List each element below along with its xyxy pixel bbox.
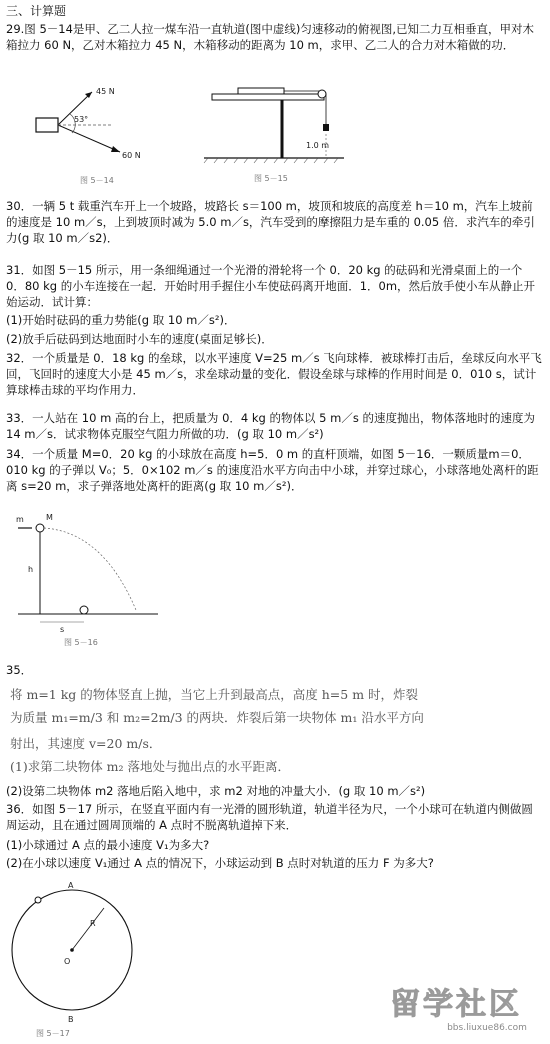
force-45n-label: 45 N xyxy=(96,87,115,96)
figure-5-16-caption: 图 5－16 xyxy=(64,638,98,647)
question-31: 31．如图 5－15 所示，用一条细绳通过一个光滑的滑轮将一个 0．20 kg 的砝码和光滑桌面上的一个 0．80 kg 的小车连接在一起．开始时用手握住小车使砝码离开地面．1．0m，然后放手使小车从静止开始运动．试计算： xyxy=(6,263,536,309)
question-34: 34．一个质量 M=0．20 kg 的小球放在高度 h=5．0 m 的直杆顶端，如图 5－16．一颗质量m＝0．010 kg 的子弹以 V₀；5．0×102 m／s 的速度沿水平方向击中小球，并穿过球心，小球落地处离杆的距离 s=20 m，求子弹落地处离杆的距离(g 取 10 m／s²)． xyxy=(6,447,539,493)
question-29: 29.图 5－14是甲、乙二人拉一煤车沿一直轨道(图中虚线)匀速移动的俯视图,已知二力互相垂直，甲对木箱拉力 60 N，乙对木箱拉力 45 N，木箱移动的距离为 10 m，求甲、乙二人的合力对木箱做的功． xyxy=(6,22,535,52)
figure-5-16 xyxy=(8,510,168,650)
crate-shape xyxy=(36,118,58,132)
force-60n-arrow xyxy=(58,125,120,152)
figure-5-14 xyxy=(20,80,160,190)
watermark-logo xyxy=(369,982,544,1034)
question-35-part-2: (2)设第二块物体 m2 落地后陷入地中，求 m2 对地的冲量大小．(g 取 10 m／s²) xyxy=(6,784,426,798)
question-36-part-2: (2)在小球以速度 V₁通过 A 点的情况下，小球运动到 B 点时对轨道的压力 F 为多大? xyxy=(6,856,434,870)
section-title: 三、计算题 xyxy=(6,4,67,18)
bullet-mass-label: m xyxy=(16,515,24,524)
watermark-url: bbs.liuxue86.com xyxy=(447,1023,527,1033)
center-point xyxy=(70,948,74,952)
question-32: 32．一个质量是 0．18 kg 的垒球，以水平速度 V=25 m／s 飞向球棒．被球棒打击后，垒球反向水平飞回，飞回时的速度大小是 45 m／s，求垒球动量的变化．假设垒球与球棒的作用时间是 0．010 s，试计算球棒击球的平均作用力． xyxy=(6,351,542,397)
weight-shape xyxy=(323,124,329,131)
question-31-part-1: (1)开始时砝码的重力势能(g 取 10 m／s²)． xyxy=(6,313,236,327)
question-30: 30．一辆 5 t 载重汽车开上一个坡路，坡路长 s＝100 m，坡顶和坡底的高度差 h＝10 m，汽车上坡前的速度是 10 m／s，上到坡顶时减为 5.0 m／s，汽车受到的摩擦阻力是车重的 0.05 倍．求汽车的牵引力(g 取 10 m／s2)． xyxy=(6,199,535,245)
height-label: 1.0 m xyxy=(306,141,330,150)
ball-mass-label: M xyxy=(46,513,53,522)
question-36-part-1: (1)小球通过 A 点的最小速度 V₁为多大? xyxy=(6,838,210,852)
question-36: 36．如图 5－17 所示，在竖直平面内有一光滑的圆形轨道，轨道半径为尺，一个小球可在轨道内侧做圆周运动，且在通过圆周顶端的 A 点时不脱离轨道掉下来． xyxy=(6,802,533,832)
landed-ball-shape xyxy=(80,606,88,614)
point-a-label: A xyxy=(68,882,74,890)
question-35-number: 35． xyxy=(6,663,33,677)
figure-5-17 xyxy=(6,882,176,1042)
figure-5-17-caption: 图 5－17 xyxy=(36,1029,70,1038)
question-35-line-2: 为质量 m₁=m/3 和 m₂=2m/3 的两块．炸裂后第一块物体 m₁ 沿水平方向 xyxy=(10,710,424,725)
small-ball-shape xyxy=(35,897,41,903)
radius-r-label: R xyxy=(90,919,96,928)
trajectory-curve xyxy=(44,528,136,610)
point-b-label: B xyxy=(68,1015,74,1024)
question-35-line-4: (1)求第二块物体 m₂ 落地处与抛出点的水平距离． xyxy=(10,759,291,774)
ball-shape xyxy=(36,524,44,532)
distance-s-label: s xyxy=(60,625,65,634)
force-60n-label: 60 N xyxy=(122,151,141,160)
figure-5-15 xyxy=(198,78,348,192)
angle-label: 53° xyxy=(74,115,89,124)
question-35-line-1: 将 m=1 kg 的物体竖直上抛，当它上升到最高点，高度 h=5 m 时，炸裂 xyxy=(10,687,419,702)
cart-shape xyxy=(238,88,284,94)
height-h-label: h xyxy=(28,565,34,574)
question-31-part-2: (2)放手后砝码到达地面时小车的速度(桌面足够长)． xyxy=(6,332,273,346)
watermark-big-text: 留学社区 xyxy=(390,987,522,1022)
figure-5-14-caption: 图 5－14 xyxy=(80,176,114,185)
pulley-shape xyxy=(318,90,326,98)
figure-5-15-caption: 图 5－15 xyxy=(254,174,288,183)
center-o-label: O xyxy=(64,957,71,966)
radius-line xyxy=(72,908,104,950)
question-35-line-3: 射出，其速度 v=20 m/s． xyxy=(10,736,162,751)
question-33: 33．一人站在 10 m 高的台上，把质量为 0．4 kg 的物体以 5 m／s 的速度抛出，物体落地时的速度为 14 m／s．试求物体克服空气阻力所做的功．(g 取 10 m／s²) xyxy=(6,411,535,441)
